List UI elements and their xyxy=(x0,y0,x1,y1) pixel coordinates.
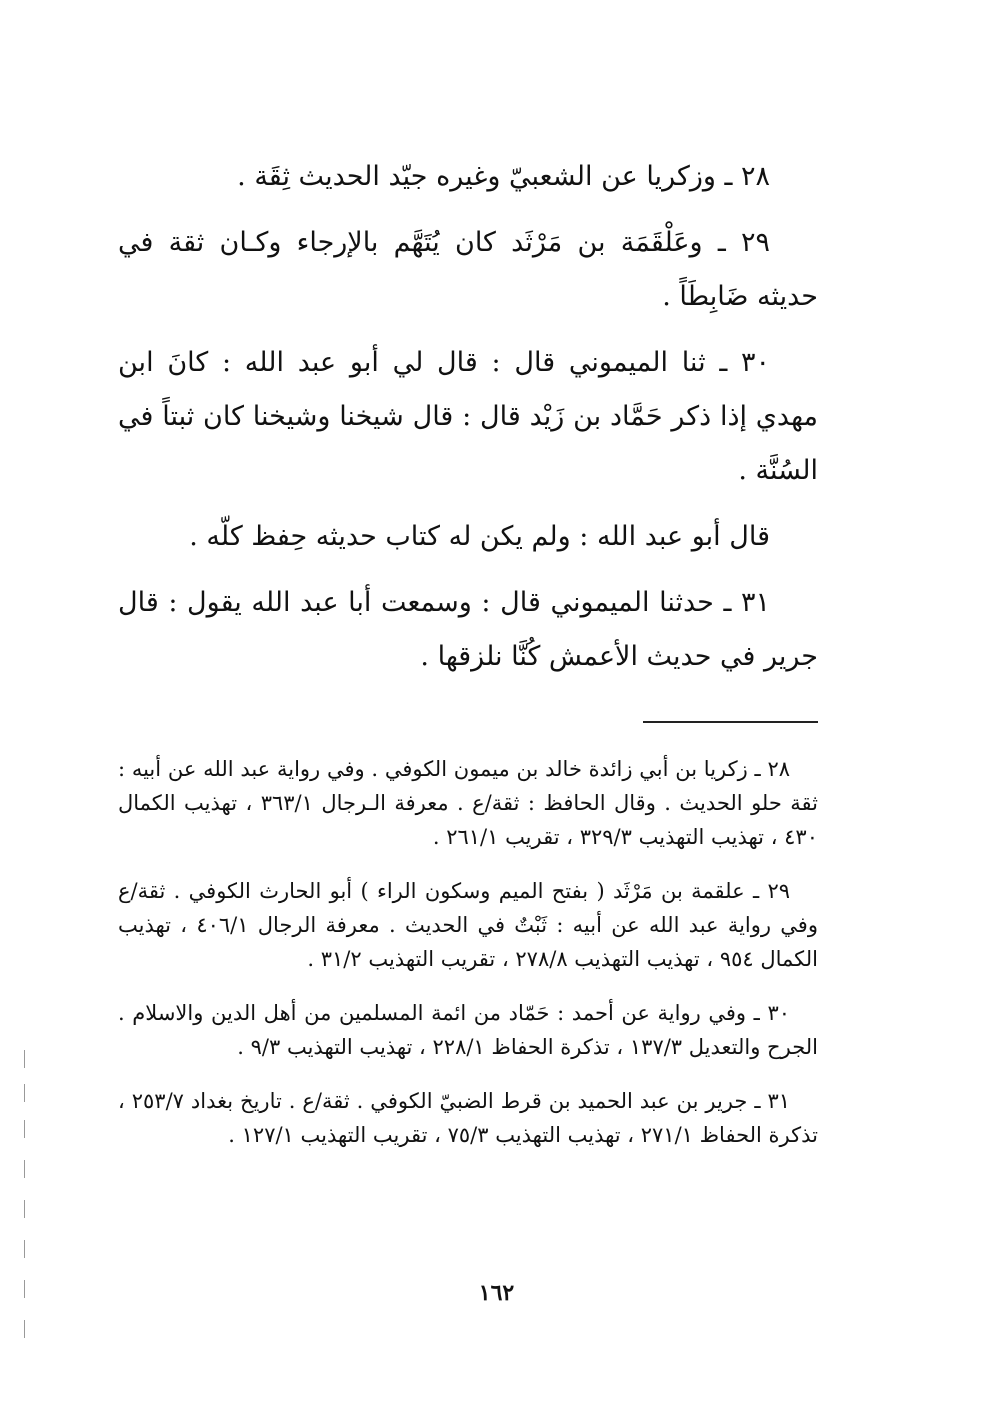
scan-mark xyxy=(24,1084,25,1102)
footnote-31: ٣١ ـ جرير بن عبد الحميد بن قرط الضبيّ الكوفي . ثقة/ع . تاريخ بغداد ٢٥٣/٧ ، تذكرة الحفاظ ٢٧١/١ ، تهذيب التهذيب ٧٥/٣ ، تقريب التهذيب ١٢٧/١ . xyxy=(118,1089,818,1147)
scan-mark xyxy=(24,1160,25,1178)
scan-margin-marks xyxy=(24,1050,28,1350)
paragraph-30: ٣٠ ـ ثنا الميموني قال : قال لي أبو عبد الله : كانَ ابن مهدي إذا ذكر حَمَّاد بن زَيْد قال : قال شيخنا وشيخنا كان ثبتاً في السُنَّة . xyxy=(118,347,818,486)
scan-mark xyxy=(24,1280,25,1298)
page-number: ١٦٢ xyxy=(478,1280,515,1306)
footnote-28: ٢٨ ـ زكريا بن أبي زائدة خالد بن ميمون الكوفي . وفي رواية عبد الله عن أبيه : ثقة حلو الحديث . وقال الحافظ : ثقة/ع . معرفة الـرجال ٣٦٣/١ ، تهذيب الكمال ٤٣٠ ، تهذيب التهذيب ٣٢٩/٣ ، تقريب ٢٦١/١ . xyxy=(118,757,818,849)
scan-mark xyxy=(24,1240,25,1258)
footnotes xyxy=(118,752,818,1172)
paragraph-29: ٢٩ ـ وعَلْقَمَة بن مَرْثَد كان يُتَهَّم بالإرجاء وكـان ثقة في حديثه ضَابِطَاً . xyxy=(118,227,818,312)
scan-mark xyxy=(24,1320,25,1338)
scan-mark xyxy=(24,1200,25,1218)
footnote-divider xyxy=(643,721,818,723)
footnote-30: ٣٠ ـ وفي رواية عن أحمد : حَمّاد من ائمة المسلمين من أهل الدين والاسلام . الجرح والتعديل ١٣٧/٣ ، تذكرة الحفاظ ٢٢٨/١ ، تهذيب التهذيب ٩/٣ . xyxy=(118,1001,818,1059)
scan-mark xyxy=(24,1050,25,1068)
paragraph-30-continuation: قال أبو عبد الله : ولم يكن له كتاب حديثه حِفظ كلّه . xyxy=(189,521,770,552)
paragraph-28: ٢٨ ـ وزكريا عن الشعبيّ وغيره جيّد الحديث ثِقَة . xyxy=(237,161,770,192)
scan-mark xyxy=(24,1120,25,1138)
paragraph-31: ٣١ ـ حدثنا الميموني قال : وسمعت أبا عبد الله يقول : قال جرير في حديث الأعمش كُنَّا نلزقها . xyxy=(118,587,818,672)
main-text xyxy=(118,150,818,696)
footnote-29: ٢٩ ـ علقمة بن مَرْثَد ( بفتح الميم وسكون الراء ) أبو الحارث الكوفي . ثقة/ع وفي رواية عبد الله عن أبيه : ثَبْتٌ في الحديث . معرفة الرجال ٤٠٦/١ ، تهذيب الكمال ٩٥٤ ، تهذيب التهذيب ٢٧٨/٨ ، تقريب التهذيب ٣١/٢ . xyxy=(118,879,818,971)
